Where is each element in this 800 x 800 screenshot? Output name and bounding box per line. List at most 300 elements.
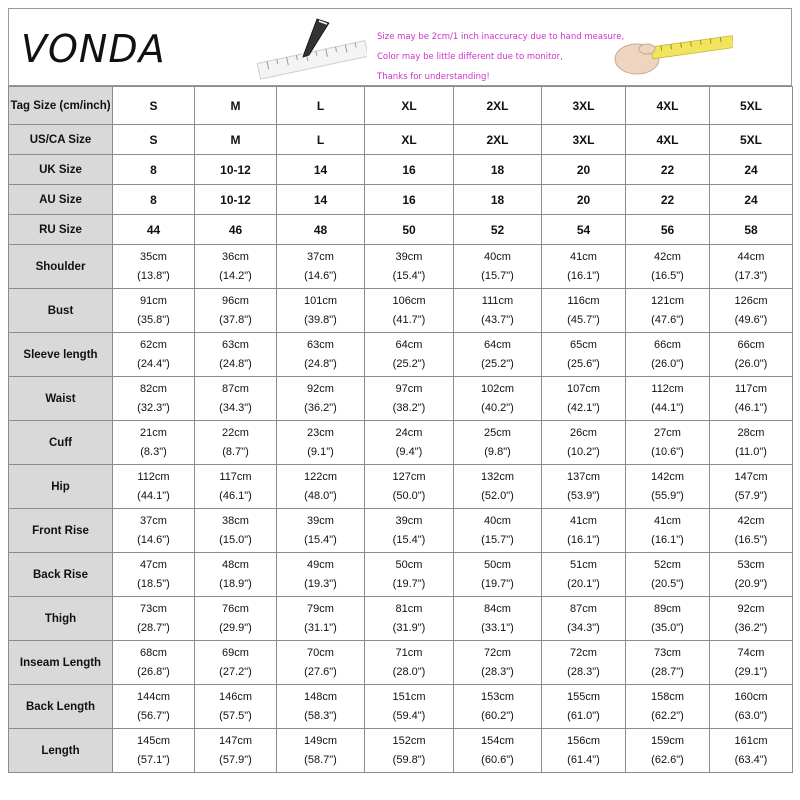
cm-value: 116cm bbox=[567, 294, 600, 307]
inch-value: (19.7") bbox=[481, 577, 514, 590]
size-value: 24 bbox=[710, 155, 793, 185]
inch-value: (36.2") bbox=[734, 621, 768, 634]
measurement-cell bbox=[454, 465, 542, 509]
measurement-cell bbox=[542, 553, 626, 597]
measurement-cell bbox=[454, 333, 542, 377]
inch-value: (16.1") bbox=[567, 533, 600, 546]
measurement-cell bbox=[626, 509, 710, 553]
inch-value: (32.3") bbox=[137, 401, 170, 414]
cm-value: 47cm bbox=[140, 558, 167, 571]
inch-value: (10.6") bbox=[651, 445, 684, 458]
measurement-row bbox=[9, 421, 793, 465]
measurement-cell bbox=[454, 377, 542, 421]
measurement-cell bbox=[626, 377, 710, 421]
measurement-cell bbox=[195, 421, 277, 465]
size-value: 20 bbox=[542, 185, 626, 215]
cm-value: 37cm bbox=[140, 514, 167, 527]
inch-value: (61.0") bbox=[567, 709, 600, 722]
cm-value: 106cm bbox=[392, 294, 426, 307]
cm-value: 65cm bbox=[570, 338, 597, 351]
cm-value: 51cm bbox=[570, 558, 597, 571]
inch-value: (39.8") bbox=[304, 313, 337, 326]
measurement-cell bbox=[365, 597, 454, 641]
inch-value: (17.3") bbox=[734, 269, 768, 282]
inch-value: (15.4") bbox=[304, 533, 337, 546]
size-value: 14 bbox=[277, 185, 365, 215]
cm-value: 79cm bbox=[307, 602, 334, 615]
hand-measuring-tape-icon bbox=[607, 29, 733, 79]
cm-value: 35cm bbox=[140, 250, 167, 263]
inch-value: (62.2") bbox=[651, 709, 684, 722]
measurement-cell bbox=[365, 509, 454, 553]
row-label: UK Size bbox=[9, 155, 113, 185]
inch-value: (16.1") bbox=[651, 533, 684, 546]
size-value: 2XL bbox=[454, 87, 542, 125]
cm-value: 64cm bbox=[395, 338, 423, 351]
measurement-row bbox=[9, 289, 793, 333]
size-row bbox=[9, 87, 793, 125]
measurement-cell bbox=[195, 597, 277, 641]
measurement-row bbox=[9, 377, 793, 421]
size-value: 4XL bbox=[626, 125, 710, 155]
cm-value: 38cm bbox=[222, 514, 249, 527]
inch-value: (46.1") bbox=[734, 401, 768, 414]
cm-value: 149cm bbox=[303, 734, 338, 747]
inch-value: (57.9") bbox=[734, 489, 768, 502]
inch-value: (35.8") bbox=[137, 313, 170, 326]
measurement-cell bbox=[454, 641, 542, 685]
inch-value: (10.2") bbox=[567, 445, 600, 458]
inch-value: (8.7") bbox=[222, 445, 249, 458]
measurement-cell bbox=[454, 729, 542, 773]
disclaimer-notes bbox=[377, 27, 637, 86]
cm-value: 102cm bbox=[480, 382, 515, 395]
measurement-cell bbox=[113, 333, 195, 377]
size-value: 48 bbox=[277, 215, 365, 245]
cm-value: 66cm bbox=[654, 338, 681, 351]
inch-value: (53.9") bbox=[567, 489, 600, 502]
inch-value: (27.2") bbox=[219, 665, 252, 678]
cm-value: 127cm bbox=[392, 470, 426, 483]
cm-value: 147cm bbox=[734, 470, 768, 483]
size-row bbox=[9, 155, 793, 185]
cm-value: 137cm bbox=[566, 470, 601, 483]
inch-value: (24.4") bbox=[137, 357, 170, 370]
pen-ruler-icon bbox=[247, 17, 367, 83]
cm-value: 44cm bbox=[737, 250, 765, 263]
measurement-row bbox=[9, 245, 793, 289]
cm-value: 87cm bbox=[222, 382, 249, 395]
measurement-cell bbox=[542, 289, 626, 333]
size-value: 20 bbox=[542, 155, 626, 185]
inch-value: (47.6") bbox=[651, 313, 684, 326]
inch-value: (28.7") bbox=[137, 621, 170, 634]
inch-value: (9.8") bbox=[484, 445, 511, 458]
measurement-cell bbox=[626, 245, 710, 289]
measurement-cell bbox=[542, 685, 626, 729]
measurement-cell bbox=[277, 509, 365, 553]
header-banner bbox=[8, 8, 792, 86]
inch-value: (25.2") bbox=[481, 357, 514, 370]
cm-value: 63cm bbox=[222, 338, 249, 351]
size-value: 50 bbox=[365, 215, 454, 245]
measurement-cell bbox=[710, 685, 793, 729]
inch-value: (25.2") bbox=[392, 357, 426, 370]
row-label: Bust bbox=[9, 289, 113, 333]
size-value: 2XL bbox=[454, 125, 542, 155]
row-label: Length bbox=[9, 729, 113, 773]
size-row bbox=[9, 215, 793, 245]
measurement-cell bbox=[277, 465, 365, 509]
inch-value: (28.3") bbox=[567, 665, 600, 678]
measurement-cell bbox=[365, 421, 454, 465]
inch-value: (9.1") bbox=[307, 445, 334, 458]
cm-value: 73cm bbox=[654, 646, 681, 659]
measurement-cell bbox=[113, 597, 195, 641]
measurement-cell bbox=[626, 421, 710, 465]
measurement-cell bbox=[626, 729, 710, 773]
size-value: 24 bbox=[710, 185, 793, 215]
cm-value: 126cm bbox=[734, 294, 768, 307]
row-label: Front Rise bbox=[9, 509, 113, 553]
inch-value: (42.1") bbox=[567, 401, 600, 414]
inch-value: (44.1") bbox=[137, 489, 170, 502]
measurement-cell bbox=[626, 597, 710, 641]
cm-value: 63cm bbox=[307, 338, 334, 351]
measurement-row bbox=[9, 597, 793, 641]
size-value: 5XL bbox=[710, 125, 793, 155]
inch-value: (60.6") bbox=[481, 753, 514, 766]
row-label: Shoulder bbox=[9, 245, 113, 289]
cm-value: 41cm bbox=[570, 250, 597, 263]
cm-value: 132cm bbox=[480, 470, 515, 483]
row-label: Sleeve length bbox=[9, 333, 113, 377]
measurement-cell bbox=[710, 553, 793, 597]
measurement-cell bbox=[195, 685, 277, 729]
measurement-cell bbox=[454, 553, 542, 597]
cm-value: 92cm bbox=[307, 382, 334, 395]
cm-value: 82cm bbox=[140, 382, 167, 395]
inch-value: (29.9") bbox=[219, 621, 252, 634]
measurement-row bbox=[9, 641, 793, 685]
inch-value: (31.1") bbox=[304, 621, 337, 634]
inch-value: (58.7") bbox=[304, 753, 337, 766]
cm-value: 121cm bbox=[650, 294, 685, 307]
measurement-cell bbox=[277, 421, 365, 465]
inch-value: (29.1") bbox=[734, 665, 768, 678]
size-value: 5XL bbox=[710, 87, 793, 125]
cm-value: 40cm bbox=[484, 514, 511, 527]
cm-value: 41cm bbox=[654, 514, 681, 527]
inch-value: (15.7") bbox=[481, 269, 514, 282]
inch-value: (31.9") bbox=[392, 621, 426, 634]
measurement-cell bbox=[365, 685, 454, 729]
inch-value: (14.6") bbox=[137, 533, 170, 546]
measurement-cell bbox=[113, 641, 195, 685]
row-label: Back Rise bbox=[9, 553, 113, 597]
measurement-cell bbox=[113, 289, 195, 333]
inch-value: (18.5") bbox=[137, 577, 170, 590]
measurement-cell bbox=[454, 421, 542, 465]
cm-value: 101cm bbox=[303, 294, 338, 307]
cm-value: 81cm bbox=[395, 602, 423, 615]
measurement-cell bbox=[710, 509, 793, 553]
inch-value: (44.1") bbox=[651, 401, 684, 414]
measurement-cell bbox=[365, 377, 454, 421]
inch-value: (13.8") bbox=[137, 269, 170, 282]
measurement-cell bbox=[626, 465, 710, 509]
cm-value: 24cm bbox=[395, 426, 423, 439]
measurement-cell bbox=[113, 509, 195, 553]
cm-value: 42cm bbox=[737, 514, 765, 527]
size-value: 14 bbox=[277, 155, 365, 185]
inch-value: (20.1") bbox=[567, 577, 600, 590]
inch-value: (28.0") bbox=[392, 665, 426, 678]
size-value: XL bbox=[365, 87, 454, 125]
measurement-cell bbox=[277, 333, 365, 377]
measurement-cell bbox=[710, 641, 793, 685]
row-label: Back Length bbox=[9, 685, 113, 729]
measurement-cell bbox=[277, 377, 365, 421]
inch-value: (55.9") bbox=[651, 489, 684, 502]
cm-value: 25cm bbox=[484, 426, 511, 439]
size-value: 18 bbox=[454, 155, 542, 185]
cm-value: 155cm bbox=[566, 690, 601, 703]
cm-value: 62cm bbox=[140, 338, 167, 351]
measurement-cell bbox=[195, 553, 277, 597]
cm-value: 76cm bbox=[222, 602, 249, 615]
measurement-row bbox=[9, 553, 793, 597]
cm-value: 36cm bbox=[222, 250, 249, 263]
measurement-cell bbox=[454, 685, 542, 729]
size-value: M bbox=[195, 125, 277, 155]
cm-value: 39cm bbox=[395, 250, 423, 263]
inch-value: (11.0") bbox=[735, 445, 767, 458]
inch-value: (56.7") bbox=[137, 709, 170, 722]
measurement-row bbox=[9, 509, 793, 553]
measurement-cell bbox=[277, 685, 365, 729]
row-label: AU Size bbox=[9, 185, 113, 215]
size-value: 18 bbox=[454, 185, 542, 215]
measurement-cell bbox=[542, 729, 626, 773]
cm-value: 92cm bbox=[737, 602, 765, 615]
inch-value: (45.7") bbox=[567, 313, 600, 326]
measurement-cell bbox=[195, 245, 277, 289]
measurement-cell bbox=[277, 729, 365, 773]
measurement-cell bbox=[626, 553, 710, 597]
measurement-cell bbox=[542, 377, 626, 421]
cm-value: 21cm bbox=[140, 426, 167, 439]
cm-value: 152cm bbox=[392, 734, 426, 747]
cm-value: 66cm bbox=[737, 338, 765, 351]
cm-value: 148cm bbox=[303, 690, 338, 703]
cm-value: 96cm bbox=[222, 294, 249, 307]
inch-value: (36.2") bbox=[304, 401, 337, 414]
cm-value: 111cm bbox=[481, 294, 514, 307]
size-value: 10-12 bbox=[195, 155, 277, 185]
measurement-cell bbox=[277, 597, 365, 641]
cm-value: 37cm bbox=[307, 250, 334, 263]
cm-value: 91cm bbox=[140, 294, 167, 307]
inch-value: (19.3") bbox=[304, 577, 337, 590]
cm-value: 26cm bbox=[570, 426, 597, 439]
measurement-cell bbox=[365, 245, 454, 289]
inch-value: (15.4") bbox=[392, 533, 426, 546]
measurement-cell bbox=[195, 377, 277, 421]
measurement-cell bbox=[195, 641, 277, 685]
size-row bbox=[9, 125, 793, 155]
row-label: Hip bbox=[9, 465, 113, 509]
inch-value: (27.6") bbox=[304, 665, 337, 678]
inch-value: (33.1") bbox=[481, 621, 514, 634]
cm-value: 42cm bbox=[654, 250, 681, 263]
measurement-cell bbox=[113, 729, 195, 773]
size-value: 8 bbox=[113, 185, 195, 215]
cm-value: 40cm bbox=[484, 250, 511, 263]
measurement-cell bbox=[195, 289, 277, 333]
measurement-cell bbox=[195, 333, 277, 377]
measurement-cell bbox=[277, 289, 365, 333]
cm-value: 27cm bbox=[654, 426, 681, 439]
inch-value: (48.0") bbox=[304, 489, 337, 502]
size-value: 16 bbox=[365, 185, 454, 215]
measurement-cell bbox=[626, 641, 710, 685]
cm-value: 28cm bbox=[737, 426, 765, 439]
cm-value: 158cm bbox=[650, 690, 685, 703]
note-line: Color may be little different due to monitor, bbox=[377, 52, 563, 62]
inch-value: (20.5") bbox=[651, 577, 684, 590]
cm-value: 147cm bbox=[218, 734, 253, 747]
inch-value: (14.6") bbox=[304, 269, 337, 282]
cm-value: 74cm bbox=[737, 646, 765, 659]
cm-value: 117cm bbox=[734, 382, 768, 395]
size-value: L bbox=[277, 87, 365, 125]
measurement-cell bbox=[365, 641, 454, 685]
row-label: Thigh bbox=[9, 597, 113, 641]
cm-value: 64cm bbox=[484, 338, 511, 351]
measurement-cell bbox=[365, 289, 454, 333]
measurement-cell bbox=[542, 465, 626, 509]
cm-value: 50cm bbox=[484, 558, 511, 571]
size-value: 46 bbox=[195, 215, 277, 245]
inch-value: (41.7") bbox=[392, 313, 426, 326]
measurement-cell bbox=[365, 333, 454, 377]
measurement-cell bbox=[113, 421, 195, 465]
size-value: 52 bbox=[454, 215, 542, 245]
measurement-row bbox=[9, 729, 793, 773]
cm-value: 144cm bbox=[136, 690, 171, 703]
inch-value: (37.8") bbox=[219, 313, 252, 326]
note-line: Size may be 2cm/1 inch inaccuracy due to hand measure, bbox=[377, 32, 625, 42]
inch-value: (57.1") bbox=[137, 753, 170, 766]
measurement-cell bbox=[542, 421, 626, 465]
brand-logo: VONDA bbox=[21, 27, 166, 71]
cm-value: 70cm bbox=[307, 646, 334, 659]
size-value: 58 bbox=[710, 215, 793, 245]
measurement-cell bbox=[277, 553, 365, 597]
cm-value: 112cm bbox=[137, 470, 170, 483]
measurement-cell bbox=[710, 245, 793, 289]
size-value: 16 bbox=[365, 155, 454, 185]
row-label: Tag Size (cm/inch) bbox=[9, 87, 113, 125]
cm-value: 146cm bbox=[218, 690, 253, 703]
cm-value: 69cm bbox=[222, 646, 249, 659]
inch-value: (15.0") bbox=[219, 533, 252, 546]
cm-value: 84cm bbox=[484, 602, 511, 615]
inch-value: (34.3") bbox=[567, 621, 600, 634]
inch-value: (63.0") bbox=[734, 709, 768, 722]
cm-value: 71cm bbox=[395, 646, 423, 659]
cm-value: 112cm bbox=[651, 382, 684, 395]
measurement-cell bbox=[626, 685, 710, 729]
inch-value: (52.0") bbox=[481, 489, 514, 502]
size-value: S bbox=[113, 125, 195, 155]
row-label: Waist bbox=[9, 377, 113, 421]
measurement-cell bbox=[710, 377, 793, 421]
note-line: Thanks for understanding! bbox=[377, 72, 490, 82]
cm-value: 39cm bbox=[307, 514, 334, 527]
inch-value: (24.8") bbox=[304, 357, 337, 370]
measurement-cell bbox=[113, 245, 195, 289]
inch-value: (15.4") bbox=[392, 269, 426, 282]
cm-value: 72cm bbox=[484, 646, 511, 659]
cm-value: 41cm bbox=[570, 514, 597, 527]
inch-value: (24.8") bbox=[219, 357, 252, 370]
cm-value: 49cm bbox=[307, 558, 334, 571]
inch-value: (46.1") bbox=[219, 489, 252, 502]
measurement-cell bbox=[626, 333, 710, 377]
size-value: 3XL bbox=[542, 87, 626, 125]
measurement-cell bbox=[626, 289, 710, 333]
measurement-row bbox=[9, 685, 793, 729]
inch-value: (16.5") bbox=[651, 269, 684, 282]
cm-value: 68cm bbox=[140, 646, 167, 659]
measurement-cell bbox=[365, 729, 454, 773]
inch-value: (63.4") bbox=[734, 753, 768, 766]
measurement-cell bbox=[710, 421, 793, 465]
measurement-cell bbox=[365, 465, 454, 509]
inch-value: (61.4") bbox=[567, 753, 600, 766]
measurement-cell bbox=[277, 245, 365, 289]
cm-value: 72cm bbox=[570, 646, 597, 659]
inch-value: (34.3") bbox=[219, 401, 252, 414]
measurement-cell bbox=[454, 289, 542, 333]
measurement-row bbox=[9, 333, 793, 377]
inch-value: (9.4") bbox=[395, 445, 423, 458]
inch-value: (25.6") bbox=[567, 357, 600, 370]
measurement-cell bbox=[195, 509, 277, 553]
measurement-cell bbox=[542, 597, 626, 641]
inch-value: (50.0") bbox=[392, 489, 426, 502]
inch-value: (18.9") bbox=[219, 577, 252, 590]
measurement-cell bbox=[113, 377, 195, 421]
cm-value: 159cm bbox=[650, 734, 685, 747]
cm-value: 117cm bbox=[219, 470, 252, 483]
cm-value: 23cm bbox=[307, 426, 334, 439]
row-label: US/CA Size bbox=[9, 125, 113, 155]
cm-value: 39cm bbox=[395, 514, 423, 527]
measurement-row bbox=[9, 465, 793, 509]
cm-value: 151cm bbox=[392, 690, 426, 703]
size-value: M bbox=[195, 87, 277, 125]
measurement-cell bbox=[710, 729, 793, 773]
inch-value: (16.5") bbox=[734, 533, 768, 546]
measurement-cell bbox=[195, 465, 277, 509]
size-value: 4XL bbox=[626, 87, 710, 125]
cm-value: 97cm bbox=[395, 382, 423, 395]
size-row bbox=[9, 185, 793, 215]
inch-value: (8.3") bbox=[140, 445, 167, 458]
